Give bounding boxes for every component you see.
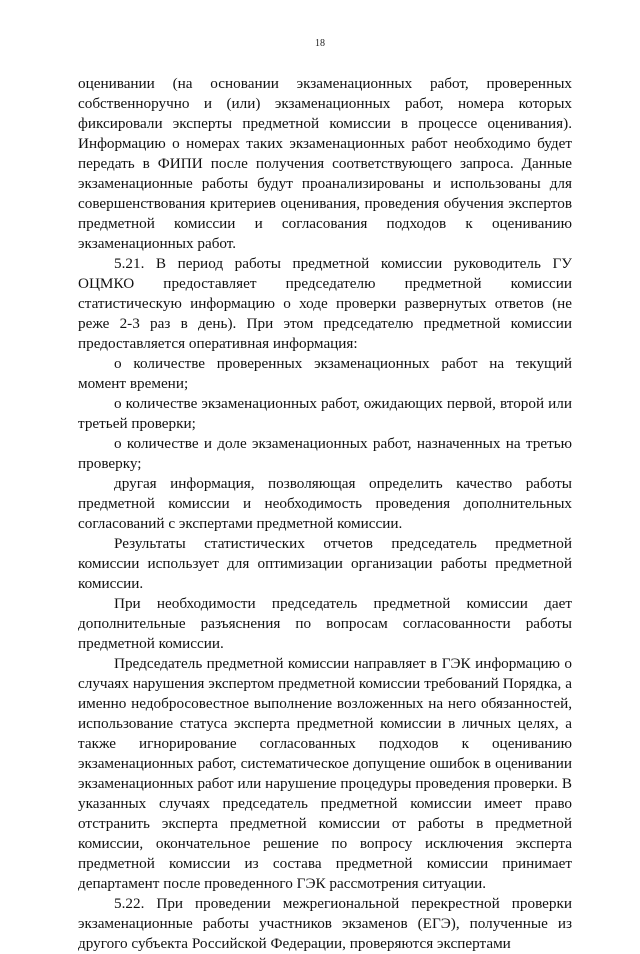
paragraph: о количестве экзаменационных работ, ожидающих первой, второй или третьей проверки; [78, 395, 572, 432]
paragraph: о количестве проверенных экзаменационных работ на текущий момент времени; [78, 355, 572, 392]
paragraph: 5.22. При проведении межрегиональной перекрестной проверки экзаменационные работы участников экзаменов (ЕГЭ), полученные из другого субъекта Российской Федерации, проверяются экспертами [78, 895, 572, 952]
paragraph: другая информация, позволяющая определить качество работы предметной комиссии и необходимость проведения дополнительных согласований с экспертами предметной комиссии. [78, 475, 572, 532]
paragraph: оценивании (на основании экзаменационных работ, проверенных собственноручно и (или) экзаменационных работ, номера которых фиксировали эксперты предметной комиссии в процессе оценивания). Информацию о номерах таких экзаменационных работ необходимо будет передать в ФИПИ после получения соответствующего запроса. Данные экзаменационные работы будут проанализированы и использованы для совершенствования критериев оценивания, проведения обучения экспертов предметной комиссии и согласования подходов к оцениванию экзаменационных работ. [78, 75, 572, 252]
paragraph: При необходимости председатель предметной комиссии дает дополнительные разъяснения по вопросам согласованности работы предметной комиссии. [78, 595, 572, 652]
page-number: 18 [315, 38, 325, 49]
paragraph: 5.21. В период работы предметной комиссии руководитель ГУ ОЦМКО предоставляет председателю предметной комиссии статистическую информацию о ходе проверки развернутых ответов (не реже 2-3 раз в день). При этом председателю предметной комиссии предоставляется оперативная информация: [78, 255, 572, 352]
paragraph: о количестве и доле экзаменационных работ, назначенных на третью проверку; [78, 435, 572, 472]
document-body [78, 74, 572, 954]
paragraph: Председатель предметной комиссии направляет в ГЭК информацию о случаях нарушения экспертом предметной комиссии требований Порядка, а именно недобросовестное выполнение возложенных на него обязанностей, использование статуса эксперта предметной комиссии в личных целях, а также игнорирование согласованных подходов к оцениванию экзаменационных работ, систематическое допущение ошибок в оценивании экзаменационных работ или нарушение процедуры проведения проверки. В указанных случаях председатель предметной комиссии имеет право отстранить эксперта предметной комиссии от работы в предметной комиссии, окончательное решение по вопросу исключения эксперта предметной комиссии из состава предметной комиссии принимает департамент после проведенного ГЭК рассмотрения ситуации. [78, 655, 572, 892]
paragraph: Результаты статистических отчетов председатель предметной комиссии использует для оптимизации организации работы предметной комиссии. [78, 535, 572, 592]
